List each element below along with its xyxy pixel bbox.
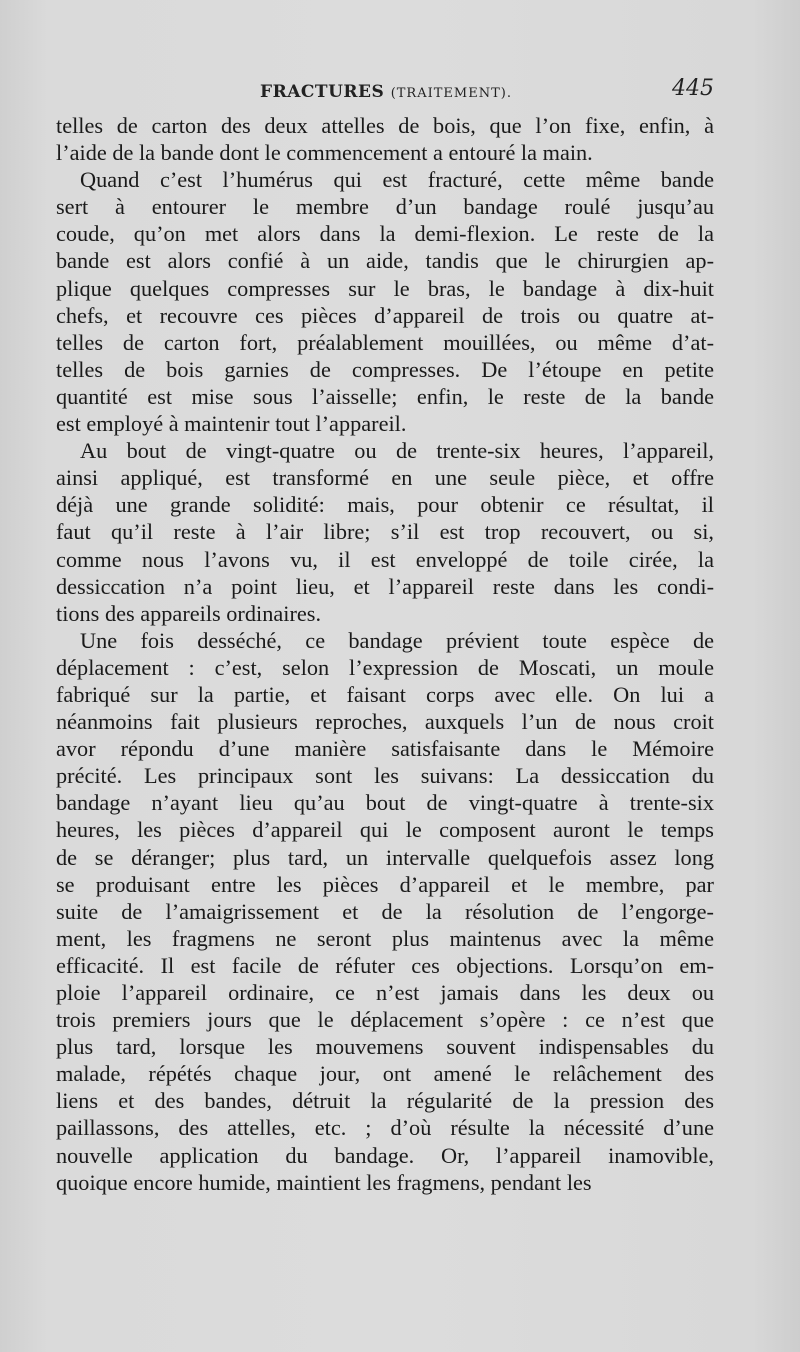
text-line: l’aide de la bande dont le commencement a entouré la main.: [56, 140, 593, 166]
text-line: malade, répétés chaque jour, ont amené le relâchement des: [56, 1061, 714, 1087]
text-line: telles de bois garnies de compresses. De l’étoupe en petite: [56, 356, 714, 382]
text-line: telles de carton des deux attelles de bois, que l’on fixe, enfin, à: [56, 113, 714, 138]
text-line: tions des appareils ordinaires.: [56, 600, 322, 626]
text-line: trois premiers jours que le déplacement s’opère : ce n’est que: [56, 1007, 714, 1033]
running-title: [260, 82, 512, 102]
text-line: ploie l’appareil ordinaire, ce n’est jamais dans les deux ou: [56, 980, 714, 1005]
text-line: heures, les pièces d’appareil qui le composent auront le temps: [56, 817, 714, 843]
text-line: quantité est mise sous l’aisselle; enfin, le reste de la bande: [56, 383, 714, 409]
text-line: telles de carton fort, préalablement mouillées, ou même d’at-: [56, 329, 714, 355]
text-line: quoique encore humide, maintient les fragmens, pendant les: [56, 1169, 592, 1195]
text-line: coude, qu’on met alors dans la demi-flexion. Le reste de la: [56, 221, 714, 247]
text-line: se produisant entre les pièces d’appareil et le membre, par: [56, 871, 714, 897]
page-number: 445: [672, 76, 714, 101]
text-line: plus tard, lorsque les mouvemens souvent indispensables du: [56, 1034, 714, 1060]
text-line: déjà une grande solidité: mais, pour obtenir ce résultat, il: [56, 492, 714, 518]
text-line: de se déranger; plus tard, un intervalle quelquefois assez long: [56, 844, 714, 870]
text-line: nouvelle application du bandage. Or, l’appareil inamovible,: [56, 1142, 714, 1168]
text-line: précité. Les principaux sont les suivans: La dessiccation du: [56, 763, 714, 789]
text-line: néanmoins fait plusieurs reproches, auxquels l’un de nous croit: [56, 709, 714, 735]
text-line: paillassons, des attelles, etc. ; d’où résulte la nécessité d’une: [56, 1115, 714, 1141]
text-line: liens et des bandes, détruit la régularité de la pression des: [56, 1088, 714, 1114]
text-line: bande est alors confié à un aide, tandis que le chirurgien ap-: [56, 248, 714, 274]
text-line: comme nous l’avons vu, il est enveloppé de toile cirée, la: [56, 546, 714, 572]
text-line: plique quelques compresses sur le bras, le bandage à dix-huit: [56, 275, 714, 301]
text-line: déplacement : c’est, selon l’expression de Moscati, un moule: [56, 654, 714, 680]
running-title-main: FRACTURES: [260, 82, 385, 102]
text-line: Au bout de vingt-quatre ou de trente-six heures, l’appareil,: [80, 438, 714, 464]
text-line: avor répondu d’une manière satisfaisante dans le Mémoire: [56, 736, 714, 762]
text-line: fabriqué sur la partie, et faisant corps avec elle. On lui a: [56, 681, 714, 707]
text-line: Quand c’est l’humérus qui est fracturé, cette même bande: [80, 167, 714, 193]
running-title-sub: (TRAITEMENT).: [390, 86, 512, 101]
text-line: suite de l’amaigrissement et de la résolution de l’engorge-: [56, 898, 714, 924]
text-line: efficacité. Il est facile de réfuter ces objections. Lorsqu’on em-: [56, 952, 714, 978]
text-line: chefs, et recouvre ces pièces d’appareil de trois ou quatre at-: [56, 302, 714, 328]
text-line: Une fois desséché, ce bandage prévient toute espèce de: [80, 627, 714, 653]
text-line: ment, les fragmens ne seront plus maintenus avec la même: [56, 925, 714, 951]
text-line: bandage n’ayant lieu qu’au bout de vingt-quatre à trente-six: [56, 790, 714, 816]
text-line: sert à entourer le membre d’un bandage roulé jusqu’au: [56, 194, 714, 220]
body-text: [56, 112, 714, 1196]
running-head: [56, 76, 714, 106]
text-line: dessiccation n’a point lieu, et l’appareil reste dans les condi-: [56, 573, 714, 599]
text-line: est employé à maintenir tout l’appareil.: [56, 411, 407, 437]
text-line: ainsi appliqué, est transformé en une seule pièce, et offre: [56, 465, 714, 491]
text-line: faut qu’il reste à l’air libre; s’il est trop recouvert, ou si,: [56, 519, 714, 545]
